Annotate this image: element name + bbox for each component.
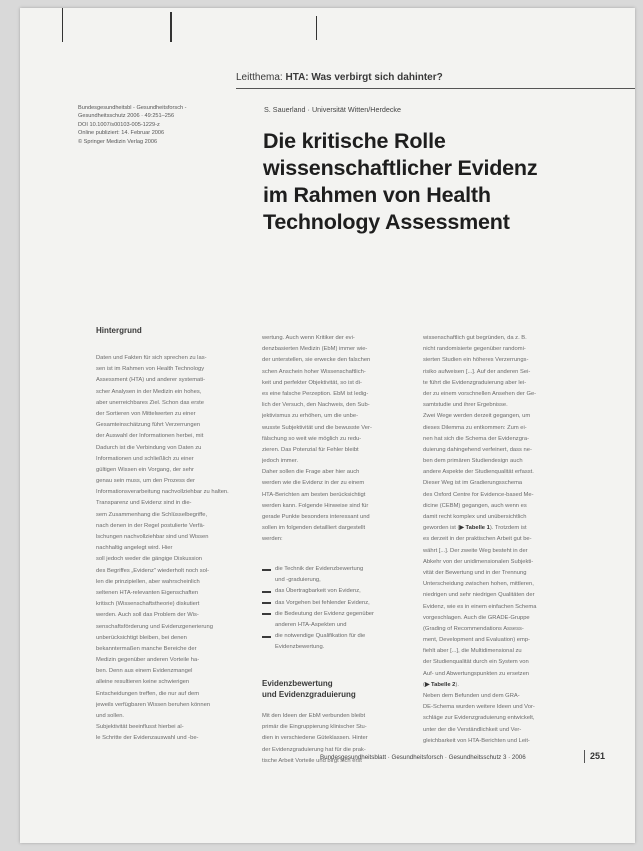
text-line: Informationsverarbeitung nachvollziehbar zu halten. — [96, 489, 229, 496]
text-line: es eine falsche Perzeption. EbM ist ledig- — [262, 390, 369, 397]
text-line: jeweils verfügbaren Wissen beruhen können — [96, 701, 211, 708]
meta-line: Gesundheitsschutz 2006 · 49:251–256 — [78, 113, 175, 120]
bullet-item — [262, 564, 414, 575]
text-line: nach denen in der Regel postulierte Verfä- — [96, 522, 205, 529]
text-line: Dadurch ist die Verbindung von Daten zu — [96, 444, 202, 451]
section-heading-evidenzbewertung — [262, 678, 356, 700]
text-line: jektivismus zu erhöhen, um die unbe- — [262, 413, 359, 420]
text-line: jedoch immer. — [262, 458, 299, 465]
bullet-list — [262, 564, 414, 654]
section-heading-line: und Evidenzgraduierung — [262, 690, 356, 699]
crop-mark — [170, 12, 172, 42]
text-line: der Sortieren von Mittelwerten zu einer — [96, 410, 196, 417]
text-line: sollen im folgenden detailliert dargestellt — [262, 525, 366, 532]
bullet-item — [262, 598, 414, 609]
text-line: ment, Development and Evaluation) emp- — [423, 637, 530, 644]
text-line: damit recht komplex und unübersichtlich — [423, 514, 527, 520]
text-line: alleine resultieren keine schwierigen — [96, 679, 190, 686]
meta-line: Online publiziert: 14. Februar 2006 — [78, 130, 165, 137]
text-line: gültigen Wissen ein Vorgang, der sehr — [96, 466, 194, 473]
leittext-prefix: Leitthema: — [236, 72, 286, 83]
text-line: unberücksichtigt bleiben, bei denen — [96, 634, 187, 641]
text-line: Mit den Ideen der EbM verbunden bleibt — [262, 713, 366, 719]
bullet-continuation: Evidenzbewertung. — [275, 644, 325, 651]
text-line: schläge zur Evidenzgraduierung entwickelt, — [423, 715, 535, 722]
text-line: duierung dahingehend verfeinert, dass ne- — [423, 446, 532, 453]
bullet-text: die notwendige Qualifikation für die — [275, 633, 366, 640]
text-line: zieren. Das Potenzial für Fehler bleibt — [262, 446, 359, 453]
text-line: lich der Versuch, den Nachweis, den Sub- — [262, 402, 370, 409]
text-line: vorgeschlagen. Auch die GRADE-Gruppe — [423, 614, 530, 621]
text-line: (Grading of Recommendations Assess- — [423, 625, 524, 632]
footer-divider — [584, 750, 585, 763]
text-line: wissenschaftlich gut begründen, da z. B. — [423, 335, 527, 341]
text-line: Subjektivität beeinflusst hierbei al- — [96, 724, 184, 731]
title-line: im Rahmen von Health — [263, 183, 491, 207]
text-line: DE-Schema wurden weitere Ideen und Vor- — [423, 704, 535, 711]
section-heading-line: Evidenzbewertung — [262, 679, 333, 688]
text-line: werden. Auch soll das Problem der Wis- — [96, 612, 199, 619]
journal-footer: Bundesgesundheitsblatt · Gesundheitsforsch · Gesundheitsschutz 3 · 2006 — [320, 754, 526, 761]
text-line: währt [...]. Der zweite Weg besteht in der — [423, 547, 528, 554]
text-line: fiehlt aber [...], die Multidimensional zu — [423, 648, 522, 655]
text-line: denzbasierten Medizin (EbM) immer wie- — [262, 346, 368, 353]
bullet-dash-icon — [262, 591, 271, 593]
authors: S. Sauerland · Universität Witten/Herdecke — [264, 105, 402, 114]
text-line: und sollen. — [96, 713, 125, 719]
text-line: soll jedoch weder die gängige Diskussion — [96, 556, 203, 563]
text-line: Neben dem Befunden und dem GRA- — [423, 693, 520, 699]
bullet-continuation: und -graduierung, — [275, 577, 321, 584]
crop-mark — [316, 16, 317, 40]
title-line: Technology Assessment — [263, 210, 510, 234]
journal-page — [20, 8, 635, 843]
bullet-text: die Bedeutung der Evidenz gegenüber — [275, 610, 374, 617]
text-line: keit und perfekter Objektivität, so ist di- — [262, 379, 362, 386]
text-line: tische Arbeit Vorteile und birgt sich erst — [262, 757, 362, 764]
text-line: werden: — [262, 536, 283, 543]
text-line: werden kann. Folgende Hinweise sind für — [262, 502, 369, 509]
bullet-continuation: anderen HTA-Aspekten und — [275, 621, 347, 628]
body-column-1 — [96, 353, 243, 745]
bullet-text: das Übertragbarkeit von Evidenz, — [275, 588, 361, 595]
meta-line: Bundesgesundheitsbl - Gesundheitsforsch - — [78, 105, 187, 111]
text-line: des Oxford Centre for Evidence-based Me- — [423, 491, 534, 498]
text-line: der Evidenzgraduierung hat für die prak- — [262, 746, 366, 753]
text-line: gleichbarkeit von HTA-Berichten und Leit- — [423, 737, 530, 744]
text-line: ben. Denn aus einem Evidenzmangel — [96, 668, 193, 675]
section-heading-hintergrund: Hintergrund — [96, 326, 142, 335]
text-line: bekanntermaßen manche Bereiche der — [96, 645, 197, 652]
title-line: wissenschaftlicher Evidenz — [263, 156, 538, 180]
title-line: Die kritische Rolle — [263, 129, 446, 153]
text-line: Assessment (HTA) und anderer systemati- — [96, 377, 206, 384]
text-line: Unterscheidung zwischen hohen, mittleren, — [423, 581, 534, 588]
text-line: dicine (CEBM) gegangen, auch wenn es — [423, 502, 527, 509]
text-line: der unterstellen, sie erwecke den falschen — [262, 357, 371, 364]
text-line: unter der die Verständlichkeit und Ver- — [423, 726, 522, 733]
text-line: niedrigen und sehr niedrigen Qualitäten der — [423, 592, 535, 599]
text-line: HTA-Berichten am besten berücksichtigt — [262, 491, 366, 498]
bullet-dash-icon — [262, 636, 271, 638]
text-line: Daten und Fakten für sich sprechen zu las- — [96, 355, 207, 361]
text-line: ben dem primären Studiendesign auch — [423, 458, 523, 465]
leittext-rest: Was verbirgt sich dahinter? — [311, 72, 443, 83]
article-title — [263, 128, 633, 236]
text-line: geworden ist (▶ Tabelle 1). Trotzdem ist — [423, 525, 527, 532]
text-line: des Begriffes „Evidenz" wiederholt noch sol- — [96, 567, 210, 574]
bullet-item — [262, 586, 414, 597]
text-line: Daher sollen die Frage aber hier auch — [262, 469, 360, 476]
text-line: dieses Dilemma zu entkommen: Zum ei- — [423, 424, 527, 431]
bullet-dash-icon — [262, 569, 271, 571]
table-reference-link[interactable]: ▶ Tabelle 2 — [424, 681, 456, 688]
text-line: fälschung so weit wie möglich zu redu- — [262, 435, 362, 442]
meta-line: DOI 10.1007/s00103-005-1229-z — [78, 121, 160, 128]
meta-line: © Springer Medizin Verlag 2006 — [78, 138, 158, 145]
text-line: es derzeit in der praktischen Arbeit gut be- — [423, 536, 532, 543]
text-line: seltenen HTA-relevanten Eigenschaften — [96, 589, 199, 596]
text-line: primär die Eingruppierung klinischer Stu- — [262, 724, 367, 731]
text-line: Entscheidungen treffen, die nur auf dem — [96, 690, 200, 697]
text-line: scher Analysen in der Medizin ein hohes, — [96, 388, 202, 395]
body-column-2 — [262, 333, 414, 546]
text-line: wertung. Auch wenn Kritiker der evi- — [262, 335, 355, 341]
bullet-dash-icon — [262, 613, 271, 615]
leittext-topic: HTA: — [285, 72, 312, 83]
text-line: Dieser Weg ist im Gradierungsschema — [423, 480, 523, 487]
text-line: wusste Subjektivität und die bewusste Ver- — [262, 424, 372, 431]
text-line: risiko aufweisen [...]. Auf der anderen Sei- — [423, 368, 531, 375]
bullet-item — [262, 631, 414, 642]
text-line: andere Aspekte der Studienqualität erfasst. — [423, 469, 534, 476]
text-line: Auf- und Abwertungspunkten zu ersetzen — [423, 670, 530, 677]
text-line: len die prinzipiellen, aber wahrscheinlich — [96, 578, 200, 585]
text-line: sem Zusammenhang die Schlüsselbegriffe, — [96, 511, 208, 518]
text-line: schen Anschein hoher Wissenschaftlich- — [262, 368, 366, 375]
bullet-dash-icon — [262, 602, 271, 604]
leittext-header — [236, 72, 443, 83]
text-line: Evidenz, wie es in einem einfachen Schema — [423, 603, 537, 610]
text-line: Abkehr von der unidimensionalen Subjekti- — [423, 558, 534, 565]
text-line: kritisch (Wissenschaftstheorie) diskutiert — [96, 601, 200, 608]
text-line: Transparenz und Evidenz sind in die- — [96, 500, 192, 507]
text-line: aber unerreichbares Ziel. Schon das erste — [96, 399, 204, 406]
text-line: nachhaltig angelegt wird. Hier — [96, 545, 173, 552]
text-line: nicht randomisierte gegenüber randomi- — [423, 346, 526, 353]
text-line: samtstudie und ihrer Ergebnisse. — [423, 402, 508, 409]
header-rule — [236, 88, 635, 89]
text-line: dien in verschiedene Güteklassen. Hinter — [262, 735, 368, 742]
bullet-item — [262, 609, 414, 620]
text-line: nen hat sich die Schema der Evidenzgra- — [423, 435, 530, 442]
body-column-3 — [423, 333, 593, 747]
text-line: gerade Punkte besonders interessant und — [262, 514, 370, 520]
text-line: lschungen nachvollziehbar sind und Wissen — [96, 534, 209, 540]
bullet-text: die Technik der Evidenzbewertung — [275, 566, 364, 572]
text-line: sen ist im Rahmen von Health Technology — [96, 366, 205, 373]
crop-mark — [62, 8, 63, 42]
text-line: der Studienqualität durch ein System von — [423, 659, 529, 666]
text-line: te führt die Evidenzgraduierung aber lei- — [423, 379, 527, 386]
text-line: der Auswahl der Informationen herbei, mit — [96, 433, 204, 440]
table-reference-link[interactable]: ▶ Tabelle 1 — [459, 525, 490, 532]
text-line: genau sein muss, um den Prozess der — [96, 478, 195, 485]
text-line: le Schritte der Evidenzauswahl und -be- — [96, 735, 199, 742]
text-line: vität der Bewertung und in der Trennung — [423, 569, 527, 576]
text-line: sierten Studien ein höheres Verzerrungs- — [423, 357, 529, 364]
text-line: senschaftsförderung und Evidenzgenerierung — [96, 623, 213, 630]
page-number: 251 — [590, 751, 606, 761]
publication-meta — [78, 104, 238, 146]
text-line: Informationen und schließlich zu einer — [96, 455, 194, 462]
text-line: Gesamteinschätzung führt Verzerrungen — [96, 422, 201, 429]
text-line: werden wie die Evidenz in der zu einem — [262, 480, 365, 487]
text-line: (▶ Tabelle 2). — [423, 681, 459, 688]
bullet-text: das Vorgehen bei fehlender Evidenz, — [275, 599, 370, 606]
text-line: Zwei Wege werden derzeit gegangen, um — [423, 413, 531, 420]
text-line: der zu einem vorschnellen Ansehen der Ge- — [423, 390, 537, 397]
text-line: Medizin gegenüber anderen Vorteile ha- — [96, 657, 200, 664]
